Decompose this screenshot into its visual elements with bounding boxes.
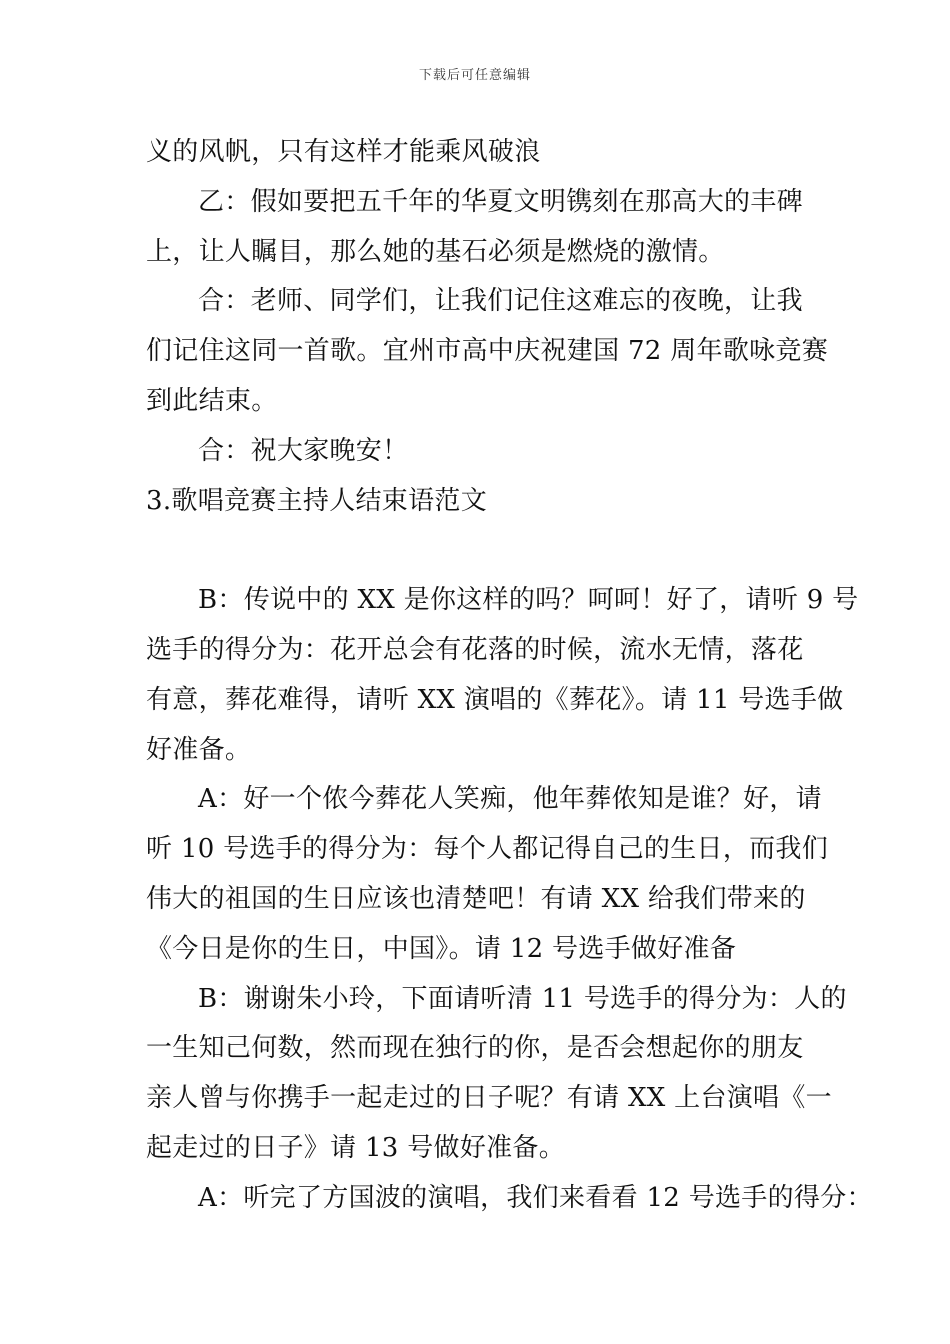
text-line: 有意，葬花难得，请听 XX 演唱的《葬花》。请 11 号选手做 (146, 684, 844, 715)
text-line: 们记住这同一首歌。宜州市高中庆祝建国 72 周年歌咏竞赛 (146, 336, 829, 367)
section-heading: 3.歌唱竞赛主持人结束语范文 (146, 485, 488, 516)
blank-line (146, 526, 824, 576)
text-line: A：听完了方国波的演唱，我们来看看 12 号选手的得分： (198, 1182, 873, 1213)
text-line: 起走过的日子》请 13 号做好准备。 (146, 1132, 566, 1163)
text-line: B：谢谢朱小玲，下面请听清 11 号选手的得分为：人的 (198, 983, 847, 1014)
text-line: 《今日是你的生日，中国》。请 12 号选手做好准备 (146, 933, 737, 964)
text-line: 合：老师、同学们，让我们记住这难忘的夜晚，让我 (198, 286, 803, 317)
text-line: 一生知己何数，然而现在独行的你，是否会想起你的朋友 (146, 1033, 804, 1064)
text-line: 到此结束。 (146, 385, 278, 416)
text-line: 亲人曾与你携手一起走过的日子呢？有请 XX 上台演唱《一 (146, 1083, 832, 1114)
text-line: 听 10 号选手的得分为：每个人都记得自己的生日，而我们 (146, 834, 829, 865)
page-header: 下载后可任意编辑 (418, 68, 531, 83)
text-line: 上，让人瞩目，那么她的基石必须是燃烧的激情。 (146, 236, 725, 267)
text-line: B：传说中的 XX 是你这样的吗？呵呵！好了，请听 9 号 (198, 585, 859, 616)
text-line: 好准备。 (146, 734, 252, 765)
document-body (146, 128, 873, 1224)
text-line: 义的风帆，只有这样才能乘风破浪 (146, 137, 541, 167)
text-line: A：好一个侬今葬花人笑痴，他年葬侬知是谁？好，请 (198, 784, 822, 815)
text-line: 伟大的祖国的生日应该也清楚吧！有请 XX 给我们带来的 (146, 883, 806, 914)
text-line: 选手的得分为：花开总会有花落的时候，流水无情，落花 (146, 634, 804, 665)
text-line: 乙：假如要把五千年的华夏文明镌刻在那高大的丰碑 (198, 186, 803, 217)
text-line: 合：祝大家晚安！ (198, 435, 409, 466)
